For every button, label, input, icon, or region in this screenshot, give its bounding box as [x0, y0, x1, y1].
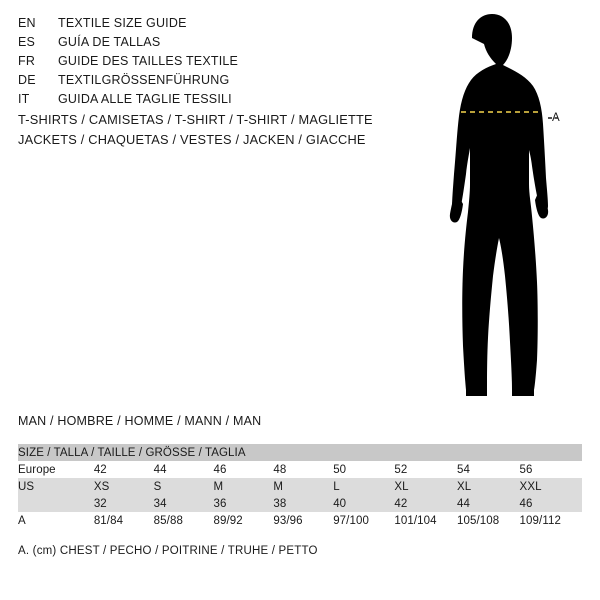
- size-table: [18, 444, 582, 529]
- language-row: [18, 14, 398, 33]
- silhouette-icon: [400, 8, 600, 408]
- cell-value: 32: [93, 497, 107, 510]
- measure-point-label-a: A: [552, 112, 560, 124]
- language-code: FR: [18, 54, 36, 68]
- cell-value: 89/92: [213, 514, 243, 527]
- cell-value: 44: [153, 463, 167, 476]
- category-jackets: JACKETS / CHAQUETAS / VESTES / JACKEN / GIACCHE: [18, 132, 366, 147]
- table-row: [18, 495, 582, 512]
- language-text: GUIDA ALLE TAGLIE TESSILI: [58, 92, 232, 106]
- table-row: [18, 512, 582, 529]
- cell-value: M: [213, 480, 224, 493]
- male-silhouette-figure: [400, 8, 600, 408]
- cell-value: 42: [394, 497, 408, 510]
- cell-value: 97/100: [333, 514, 369, 527]
- cell-value: S: [153, 480, 162, 493]
- cell-value: 38: [273, 497, 287, 510]
- language-list: [18, 14, 398, 109]
- row-label: [18, 495, 94, 512]
- language-code: EN: [18, 16, 36, 30]
- cell-value: XL: [456, 480, 472, 493]
- category-list: [18, 110, 418, 150]
- language-text: GUIDE DES TAILLES TEXTILE: [58, 54, 239, 68]
- language-row: [18, 52, 398, 71]
- cell-value: L: [333, 480, 340, 493]
- language-text: TEXTILE SIZE GUIDE: [58, 16, 187, 30]
- cell-value: 54: [456, 463, 470, 476]
- cell-value: 101/104: [394, 514, 437, 527]
- cell-value: 48: [273, 463, 287, 476]
- cell-value: 42: [93, 463, 107, 476]
- table-header-label: SIZE / TALLA / TAILLE / GRÖSSE / TAGLIA: [18, 446, 246, 459]
- cell-value: 46: [213, 463, 227, 476]
- language-code: DE: [18, 73, 36, 87]
- table-row: [18, 461, 582, 478]
- table-group-title: MAN / HOMBRE / HOMME / MANN / MAN: [18, 414, 262, 428]
- table-row: [18, 478, 582, 495]
- language-code: IT: [18, 92, 30, 106]
- cell-value: 93/96: [273, 514, 303, 527]
- table-header-row: [18, 444, 582, 461]
- cell-value: 105/108: [456, 514, 500, 527]
- cell-value: 56: [519, 463, 533, 476]
- language-text: TEXTILGRÖSSENFÜHRUNG: [58, 73, 230, 87]
- language-text: GUÍA DE TALLAS: [58, 35, 161, 49]
- cell-value: XXL: [519, 480, 542, 493]
- row-label: Europe: [18, 463, 56, 476]
- cell-value: XS: [93, 480, 110, 493]
- row-label: US: [18, 480, 35, 493]
- language-row: [18, 90, 398, 109]
- cell-value: 40: [333, 497, 347, 510]
- language-row: [18, 71, 398, 90]
- language-row: [18, 33, 398, 52]
- cell-value: 36: [213, 497, 227, 510]
- language-code: ES: [18, 35, 36, 49]
- table-footnote: A. (cm) CHEST / PECHO / POITRINE / TRUHE / PETTO: [18, 545, 318, 557]
- cell-value: 34: [153, 497, 167, 510]
- cell-value: 52: [394, 463, 408, 476]
- cell-value: 109/112: [519, 514, 561, 527]
- category-tshirts: T-SHIRTS / CAMISETAS / T-SHIRT / T-SHIRT / MAGLIETTE: [18, 112, 373, 127]
- cell-value: 81/84: [93, 514, 124, 527]
- cell-value: 85/88: [153, 514, 183, 527]
- cell-value: M: [273, 480, 284, 493]
- row-label: A: [18, 514, 26, 527]
- cell-value: 44: [456, 497, 470, 510]
- cell-value: 46: [519, 497, 533, 510]
- cell-value: 50: [333, 463, 347, 476]
- cell-value: XL: [394, 480, 409, 493]
